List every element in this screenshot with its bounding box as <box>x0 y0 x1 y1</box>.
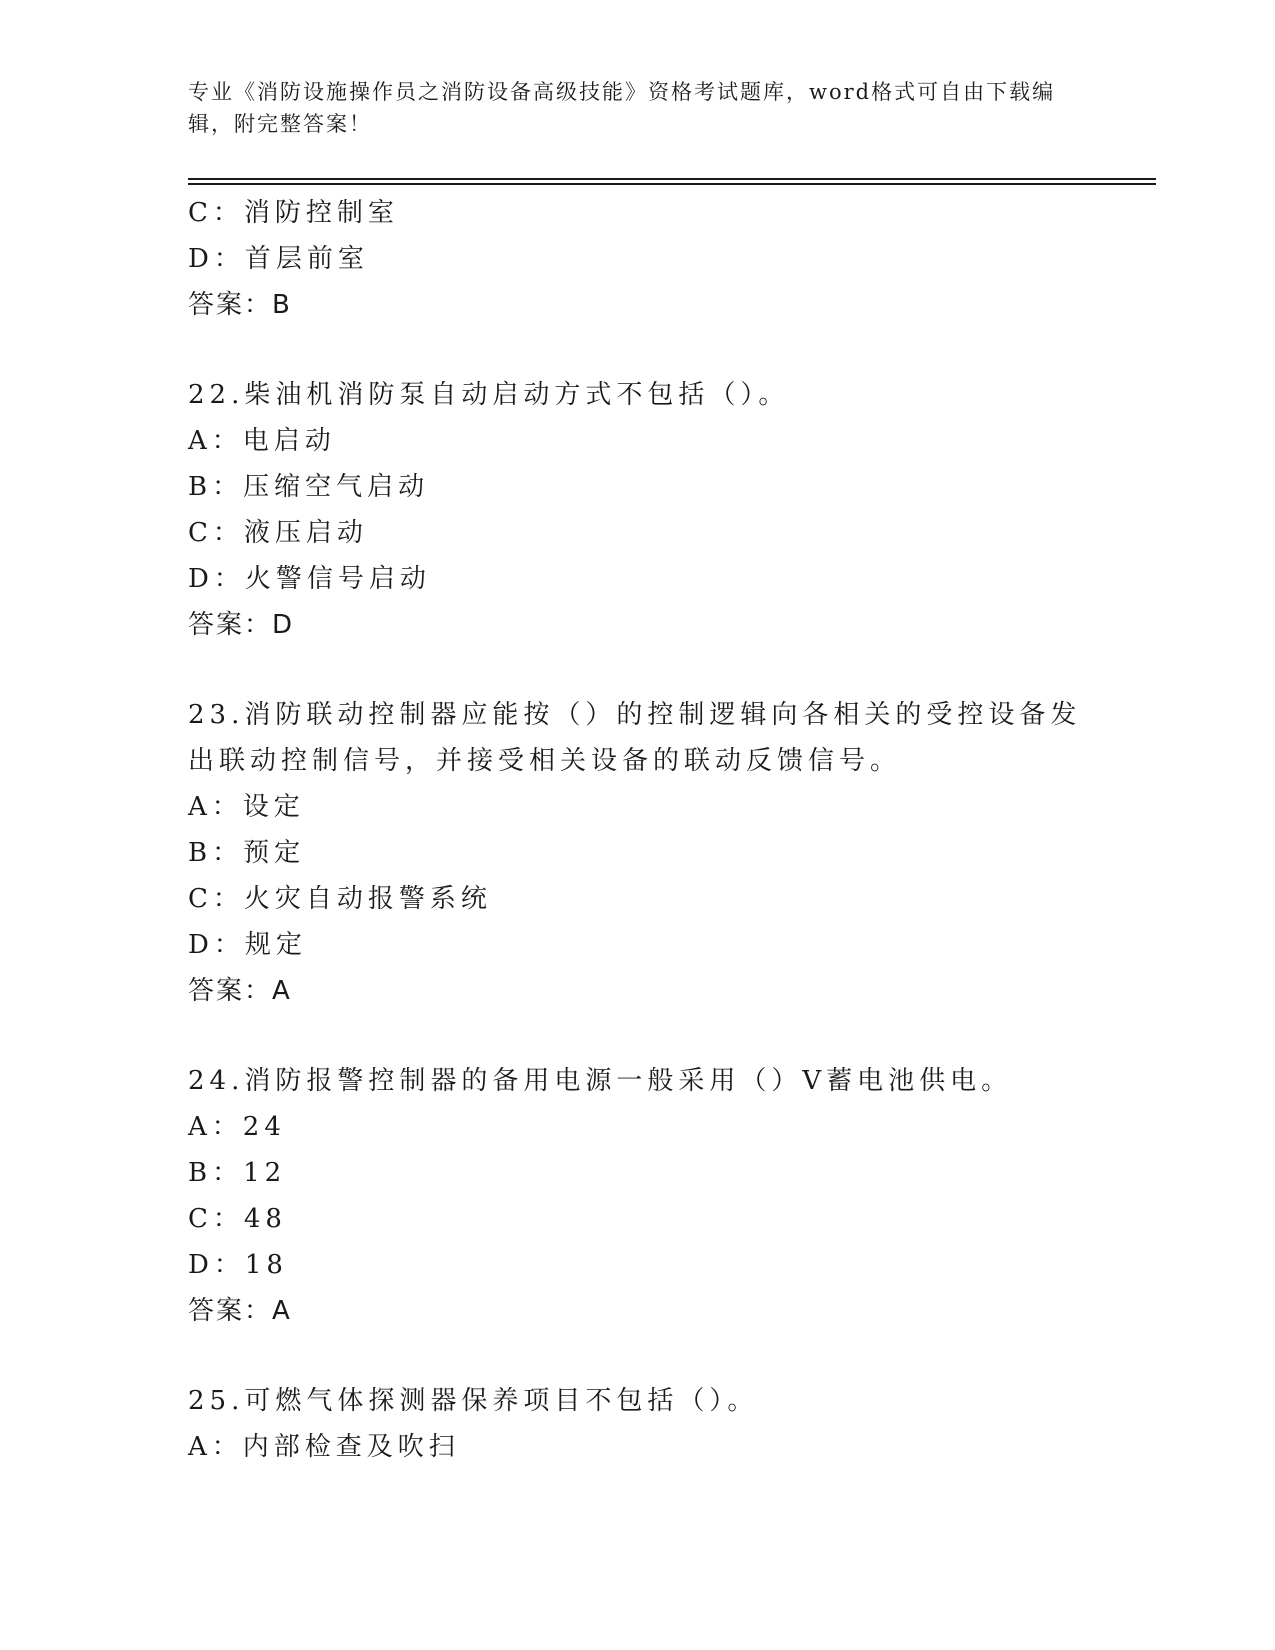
question-23 <box>188 692 1088 1014</box>
header-divider-top <box>188 178 1156 180</box>
option-a: A：设定 <box>188 792 305 822</box>
option-c: C：48 <box>188 1204 287 1234</box>
spacer <box>188 1014 1088 1058</box>
answer-line: 答案：B <box>188 290 292 320</box>
option-c: C：火灾自动报警系统 <box>188 884 492 914</box>
question-25 <box>188 1378 1088 1470</box>
answer-line: 答案：D <box>188 610 295 640</box>
option-a: A：内部检查及吹扫 <box>188 1432 460 1462</box>
document-header-description: 专业《消防设施操作员之消防设备高级技能》资格考试题库，word格式可自由下载编辑，附完整答案！ <box>188 80 1056 136</box>
question-carryover <box>188 190 1088 328</box>
option-d: D：18 <box>188 1250 288 1280</box>
option-a: A：电启动 <box>188 426 336 456</box>
option-b: B：预定 <box>188 838 306 868</box>
spacer <box>188 328 1088 372</box>
question-stem: 22.柴油机消防泵自动启动方式不包括（）。 <box>188 380 790 410</box>
answer-line: 答案：A <box>188 1296 292 1326</box>
question-stem: 25.可燃气体探测器保养项目不包括（）。 <box>188 1386 759 1416</box>
question-content <box>188 190 1088 1470</box>
header-divider-bottom <box>188 183 1156 185</box>
spacer <box>188 648 1088 692</box>
question-stem: 23.消防联动控制器应能按（）的控制逻辑向各相关的受控设备发出联动控制信号，并接受相关设备的联动反馈信号。 <box>188 700 1082 776</box>
option-b: B：压缩空气启动 <box>188 472 430 502</box>
option-d: D：火警信号启动 <box>188 564 431 594</box>
question-stem: 24.消防报警控制器的备用电源一般采用（）V蓄电池供电。 <box>188 1066 1013 1096</box>
question-24 <box>188 1058 1088 1334</box>
option-d: D：首层前室 <box>188 244 369 274</box>
option-c: C：消防控制室 <box>188 198 399 228</box>
option-d: D：规定 <box>188 930 307 960</box>
option-b: B：12 <box>188 1158 287 1188</box>
spacer <box>188 1334 1088 1378</box>
option-c: C：液压启动 <box>188 518 368 548</box>
question-22 <box>188 372 1088 648</box>
option-a: A：24 <box>188 1112 286 1142</box>
answer-line: 答案：A <box>188 976 292 1006</box>
